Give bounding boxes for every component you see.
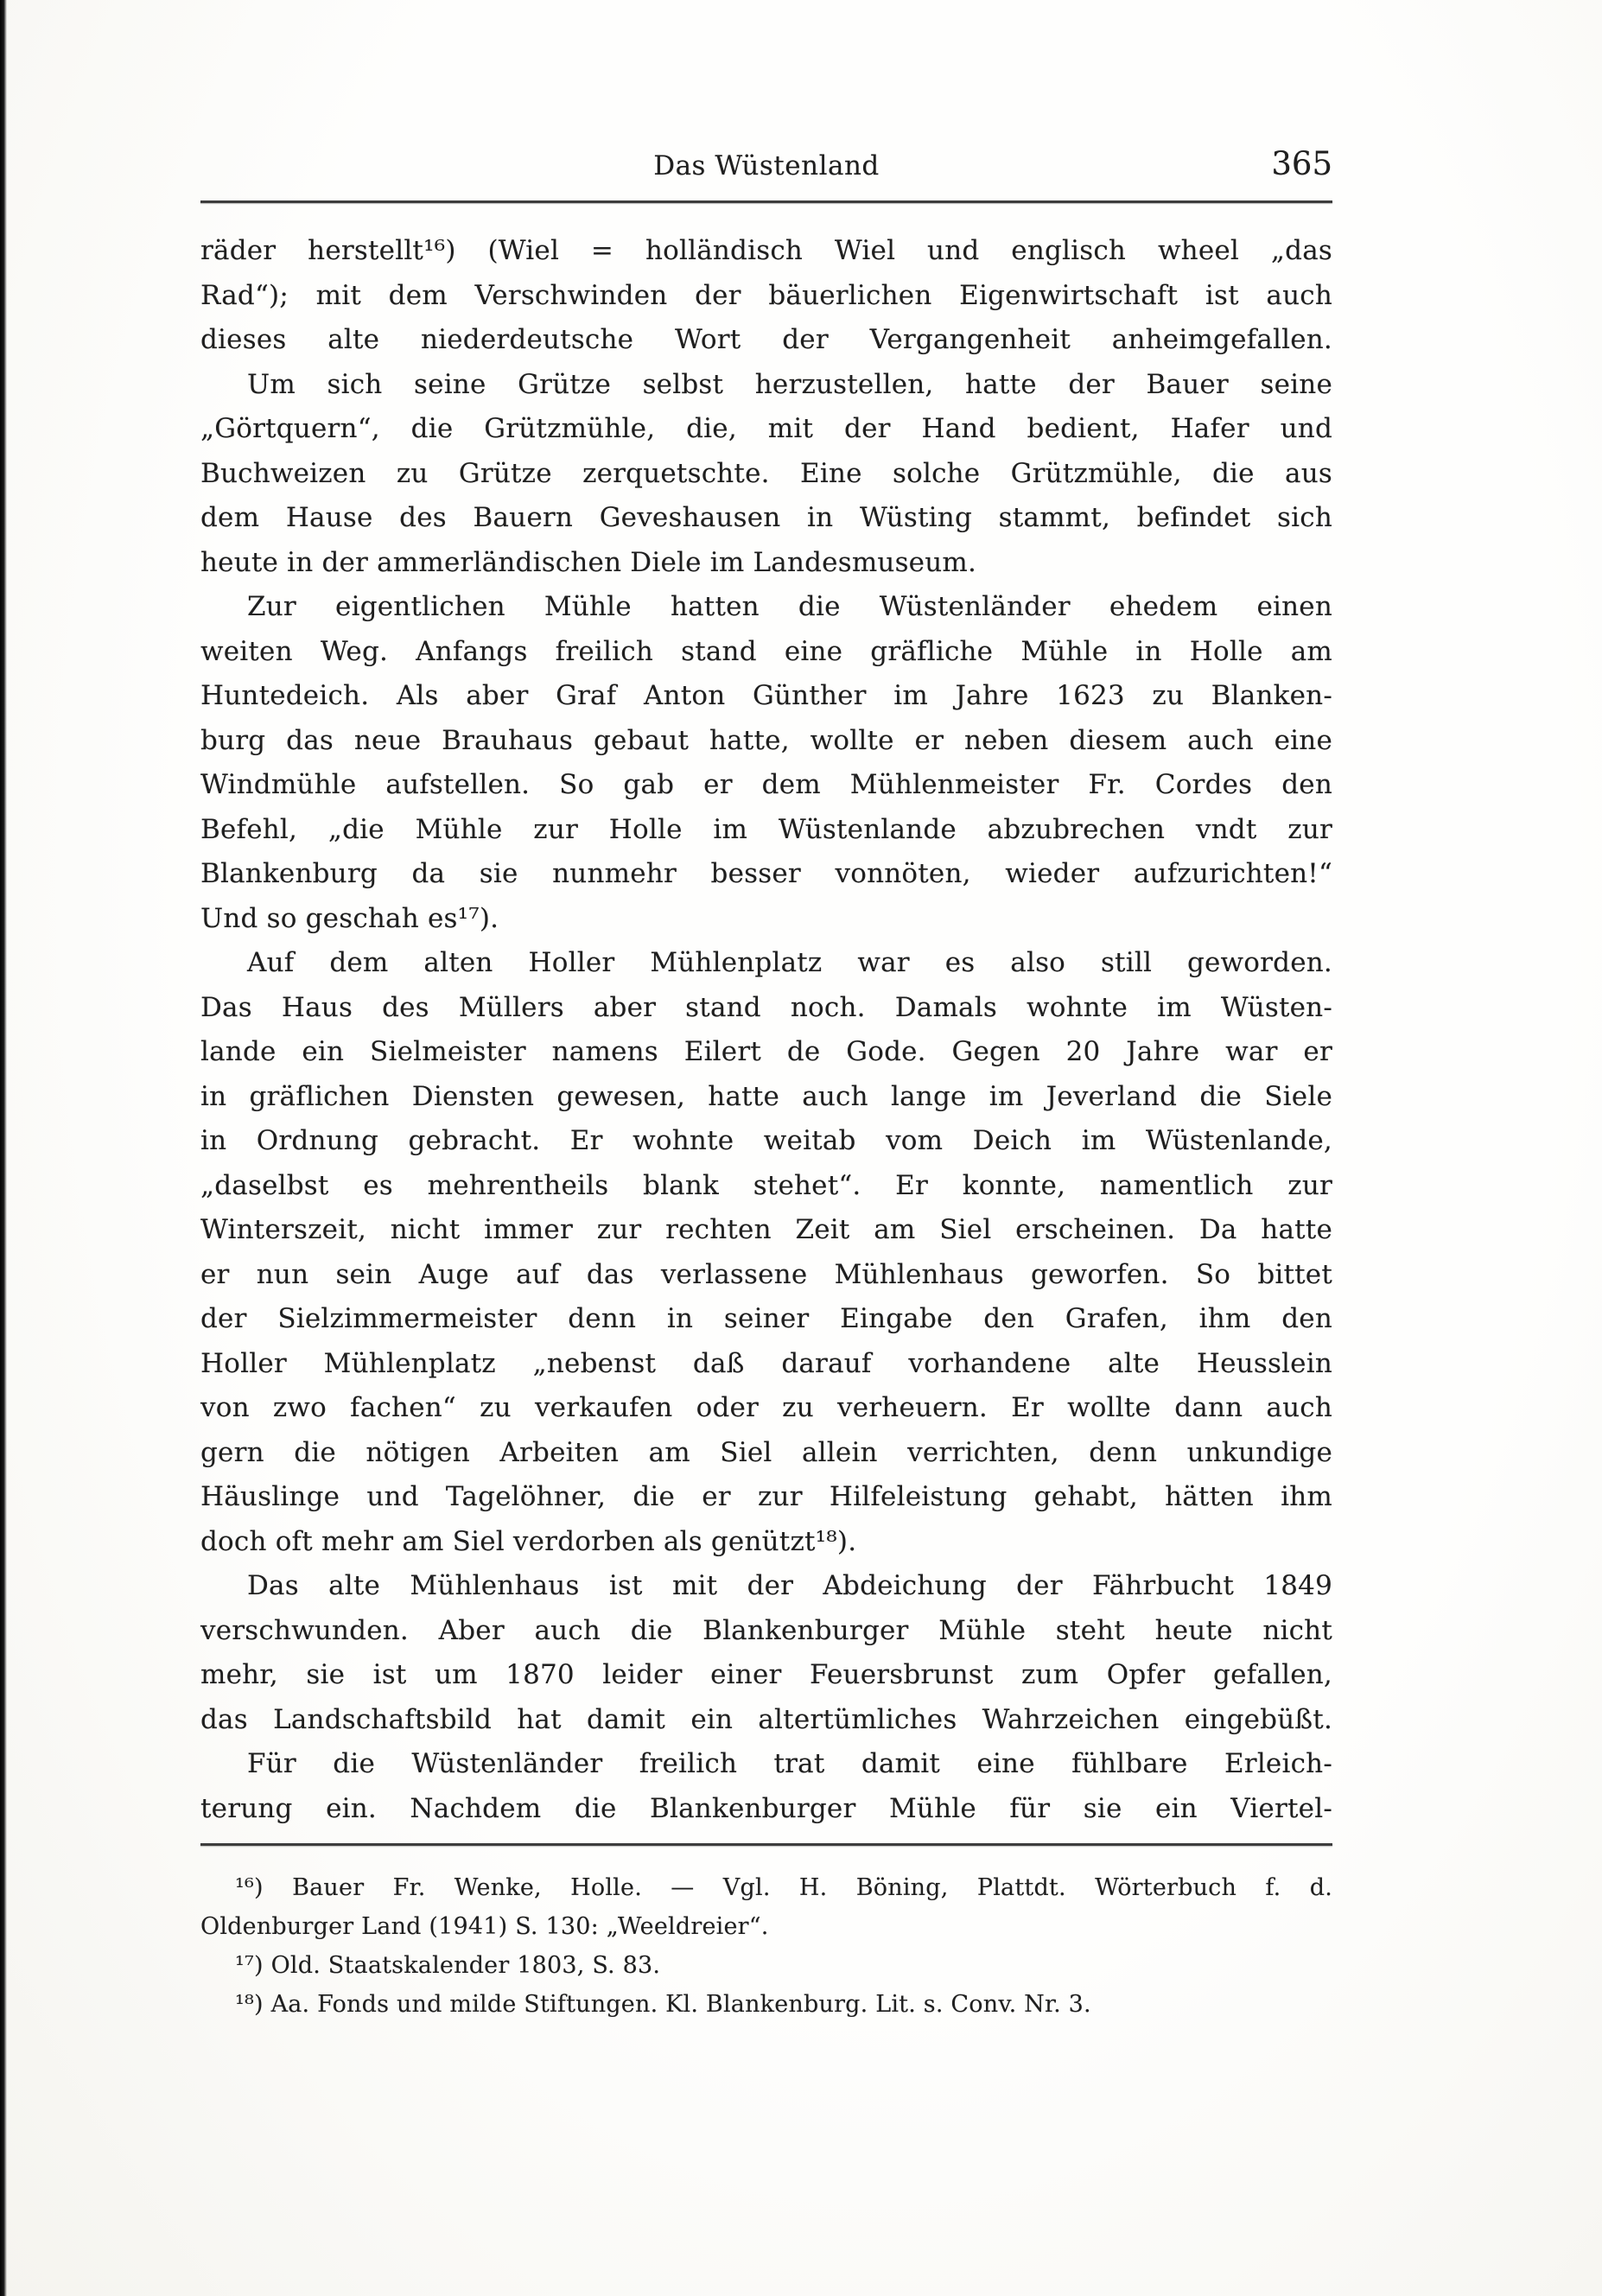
text-line: „Görtquern“, die Grützmühle, die, mit der Hand bedient, Hafer und — [200, 413, 1332, 444]
text-line: gern die nötigen Arbeiten am Siel allein verrichten, denn unkundige — [200, 1436, 1332, 1468]
text-line: weiten Weg. Anfangs freilich stand eine gräfliche Mühle in Holle am — [200, 635, 1332, 667]
text-line: Holler Mühlenplatz „nebenst daß darauf vorhandene alte Heusslein — [200, 1347, 1332, 1379]
text-line: dem Hause des Bauern Geveshausen in Wüsting stammt, befindet sich — [200, 502, 1332, 533]
text-line: heute in der ammerländischen Diele im Landesmuseum. — [200, 546, 977, 578]
body-text — [200, 229, 1332, 1831]
text-line: Buchweizen zu Grütze zerquetschte. Eine solche Grützmühle, die aus — [200, 457, 1332, 489]
footnotes-section — [200, 1868, 1332, 2024]
text-line: das Landschaftsbild hat damit ein altertümliches Wahrzeichen eingebüßt. — [200, 1703, 1332, 1735]
text-line: von zwo fachen“ zu verkaufen oder zu verheuern. Er wollte dann auch — [200, 1392, 1332, 1423]
text-line: ¹⁸) Aa. Fonds und milde Stiftungen. Kl. Blankenburg. Lit. s. Conv. Nr. 3. — [235, 1991, 1091, 2018]
text-line: ¹⁷) Old. Staatskalender 1803, S. 83. — [235, 1952, 661, 1979]
text-line: lande ein Sielmeister namens Eilert de Gode. Gegen 20 Jahre war er — [200, 1036, 1332, 1067]
text-line: in gräflichen Diensten gewesen, hatte auch lange im Jeverland die Siele — [200, 1080, 1332, 1112]
page-content — [200, 138, 1332, 2024]
text-line: terung ein. Nachdem die Blankenburger Mühle für sie ein Viertel- — [200, 1792, 1332, 1824]
paragraph — [200, 1564, 1332, 1742]
text-line: ¹⁶) Bauer Fr. Wenke, Holle. — Vgl. H. Böning, Plattdt. Wörterbuch f. d. — [235, 1874, 1332, 1901]
text-line: Windmühle aufstellen. So gab er dem Mühlenmeister Fr. Cordes den — [200, 769, 1332, 800]
paragraph — [200, 585, 1332, 941]
text-line: räder herstellt¹⁶) (Wiel = holländisch Wiel und englisch wheel „das — [200, 235, 1332, 266]
text-line: Rad“); mit dem Verschwinden der bäuerlichen Eigenwirtschaft ist auch — [200, 279, 1332, 311]
text-line: Um sich seine Grütze selbst herzustellen, hatte der Bauer seine — [247, 368, 1332, 400]
footnote — [200, 1868, 1332, 1946]
paragraph — [200, 1742, 1332, 1831]
text-line: Winterszeit, nicht immer zur rechten Zeit am Siel erscheinen. Da hatte — [200, 1214, 1332, 1245]
text-line: Oldenburger Land (1941) S. 130: „Weeldreier“. — [200, 1913, 769, 1940]
text-line: Für die Wüstenländer freilich trat damit eine fühlbare Erleich- — [247, 1748, 1332, 1779]
text-line: Das alte Mühlenhaus ist mit der Abdeichung der Fährbucht 1849 — [247, 1570, 1332, 1601]
text-line: in Ordnung gebracht. Er wohnte weitab vom Deich im Wüstenlande, — [200, 1125, 1332, 1156]
text-line: burg das neue Brauhaus gebaut hatte, wollte er neben diesem auch eine — [200, 724, 1332, 756]
text-line: „daselbst es mehrentheils blank stehet“. Er konnte, namentlich zur — [200, 1169, 1332, 1201]
text-line: er nun sein Auge auf das verlassene Mühlenhaus geworfen. So bittet — [200, 1258, 1332, 1290]
text-line: Huntedeich. Als aber Graf Anton Günther im Jahre 1623 zu Blanken- — [200, 680, 1332, 711]
text-line: Das Haus des Müllers aber stand noch. Damals wohnte im Wüsten- — [200, 991, 1332, 1023]
text-line: Zur eigentlichen Mühle hatten die Wüstenländer ehedem einen — [247, 591, 1332, 622]
scan-edge-artifact — [0, 0, 7, 2296]
text-line: Auf dem alten Holler Mühlenplatz war es also still geworden. — [247, 947, 1332, 978]
text-line: Häuslinge und Tagelöhner, die er zur Hilfeleistung gehabt, hätten ihm — [200, 1481, 1332, 1512]
footnote-separator-rule — [200, 1843, 1332, 1846]
text-line: doch oft mehr am Siel verdorben als genützt¹⁸). — [200, 1525, 857, 1557]
text-line: der Sielzimmermeister denn in seiner Eingabe den Grafen, ihm den — [200, 1303, 1332, 1334]
text-line: verschwunden. Aber auch die Blankenburger Mühle steht heute nicht — [200, 1614, 1332, 1646]
running-title: Das Wüstenland — [653, 150, 880, 181]
text-line: dieses alte niederdeutsche Wort der Vergangenheit anheimgefallen. — [200, 324, 1332, 355]
text-line: mehr, sie ist um 1870 leider einer Feuersbrunst zum Opfer gefallen, — [200, 1659, 1332, 1690]
text-line: Und so geschah es¹⁷). — [200, 902, 499, 934]
text-line: Blankenburg da sie nunmehr besser vonnöten, wieder aufzurichten!“ — [200, 858, 1332, 889]
page-number: 365 — [1271, 145, 1332, 182]
header-rule — [200, 200, 1332, 203]
text-line: Befehl, „die Mühle zur Holle im Wüstenlande abzubrechen vndt zur — [200, 813, 1332, 845]
footnote — [200, 1985, 1332, 2024]
paragraph — [200, 941, 1332, 1564]
page-header — [200, 138, 1332, 200]
paragraph — [200, 229, 1332, 363]
paragraph — [200, 363, 1332, 586]
footnote — [200, 1946, 1332, 1985]
